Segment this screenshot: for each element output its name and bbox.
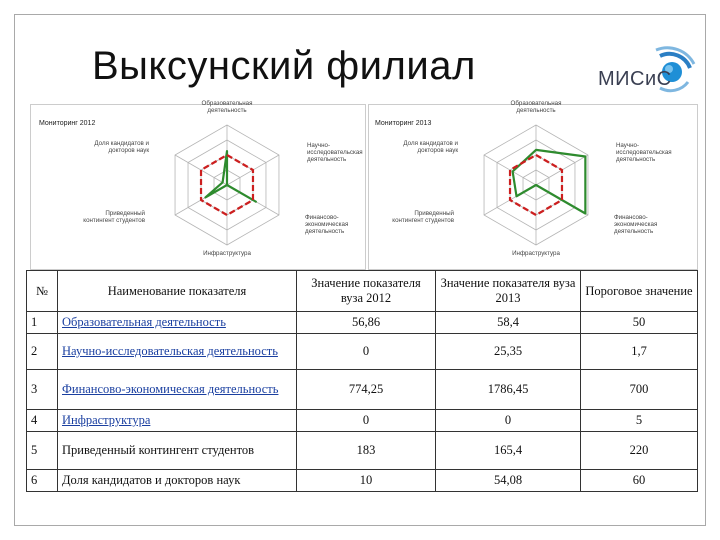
- table-row: [27, 410, 698, 432]
- radar-chart-2013: [368, 100, 698, 270]
- radar-axis-label: Научно-исследовательская деятельность: [306, 142, 363, 163]
- table-row: [27, 432, 698, 470]
- value-2012: 56,86: [297, 312, 436, 334]
- row-number: 6: [27, 470, 58, 492]
- table-row: [27, 370, 698, 410]
- header-number: №: [27, 271, 58, 312]
- header-value-2013: Значение показателя вуза 2013: [436, 271, 581, 312]
- chart-title-2013: Мониторинг 2013: [375, 120, 432, 127]
- value-2012: 10: [297, 470, 436, 492]
- radar-axis-label: Научно-исследовательская деятельность: [615, 142, 672, 163]
- header-indicator-name: Наименование показателя: [58, 271, 297, 312]
- threshold-value: 220: [581, 432, 698, 470]
- indicator-name: Доля кандидатов и докторов наук: [58, 470, 297, 492]
- indicators-table: [26, 270, 698, 492]
- value-2013: 1786,45: [436, 370, 581, 410]
- table-header-row: [27, 271, 698, 312]
- radar-chart-2012-svg: [31, 100, 365, 269]
- logo-text: МИСиС: [598, 68, 672, 90]
- radar-axis-label: Приведенный контингент студентов: [392, 210, 455, 224]
- radar-chart-2013-svg: [369, 100, 697, 269]
- row-number: 4: [27, 410, 58, 432]
- table-row: [27, 334, 698, 370]
- value-2012: 183: [297, 432, 436, 470]
- threshold-value: 50: [581, 312, 698, 334]
- value-2013: 25,35: [436, 334, 581, 370]
- row-number: 2: [27, 334, 58, 370]
- value-2013: 165,4: [436, 432, 581, 470]
- indicator-name: Приведенный контингент студентов: [58, 432, 297, 470]
- header-threshold: Пороговое значение: [581, 271, 698, 312]
- value-2013: 58,4: [436, 312, 581, 334]
- radar-axis-label: Образовательная деятельность: [510, 100, 562, 114]
- misis-logo: [590, 38, 696, 108]
- value-2013: 54,08: [436, 470, 581, 492]
- radar-axis-label: Финансово-экономическая деятельность: [304, 214, 349, 235]
- row-number: 5: [27, 432, 58, 470]
- threshold-value: 700: [581, 370, 698, 410]
- value-2012: 0: [297, 410, 436, 432]
- value-2013: 0: [436, 410, 581, 432]
- radar-series-value: [205, 151, 255, 202]
- header-value-2012: Значение показателя вуза 2012: [297, 271, 436, 312]
- radar-axis-label: Приведенный контингент студентов: [83, 210, 146, 224]
- radar-axis-label: Финансово-экономическая деятельность: [613, 214, 658, 235]
- threshold-value: 5: [581, 410, 698, 432]
- row-number: 1: [27, 312, 58, 334]
- radar-axis-label: Инфраструктура: [512, 250, 560, 257]
- value-2012: 774,25: [297, 370, 436, 410]
- indicator-link-research[interactable]: Научно-исследовательская деятельность: [62, 344, 278, 358]
- table-row: [27, 312, 698, 334]
- indicator-link-financial[interactable]: Финансово-экономическая деятельность: [62, 382, 279, 396]
- radar-axis-label: Образовательная деятельность: [201, 100, 253, 114]
- indicator-link-educational[interactable]: Образовательная деятельность: [62, 315, 226, 329]
- indicator-link-infrastructure[interactable]: Инфраструктура: [62, 413, 151, 427]
- slide-title: Выксунский филиал: [92, 44, 476, 88]
- chart-title-2012: Мониторинг 2012: [39, 120, 96, 127]
- row-number: 3: [27, 370, 58, 410]
- radar-chart-2012: [30, 100, 366, 270]
- table-row: [27, 470, 698, 492]
- threshold-value: 60: [581, 470, 698, 492]
- radar-axis-label: Доля кандидатов и докторов наук: [403, 140, 459, 154]
- threshold-value: 1,7: [581, 334, 698, 370]
- value-2012: 0: [297, 334, 436, 370]
- radar-axis-label: Инфраструктура: [203, 250, 251, 257]
- radar-axis-label: Доля кандидатов и докторов наук: [94, 140, 150, 154]
